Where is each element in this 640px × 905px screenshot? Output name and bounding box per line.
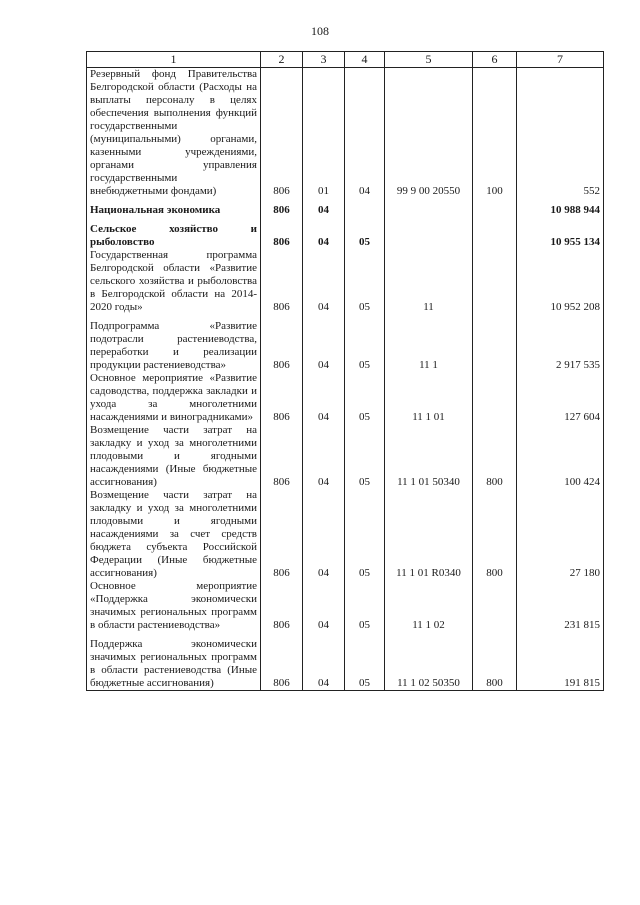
column-header-6: 6 bbox=[473, 52, 517, 68]
row-section-code: 04 bbox=[303, 580, 345, 632]
row-kind-code bbox=[473, 580, 517, 632]
table-row bbox=[87, 372, 604, 424]
table-row bbox=[87, 198, 604, 217]
row-section-code: 04 bbox=[303, 372, 345, 424]
row-target-code bbox=[385, 217, 473, 249]
row-kind-code: 100 bbox=[473, 68, 517, 199]
row-section-code: 04 bbox=[303, 632, 345, 691]
row-section-code: 04 bbox=[303, 424, 345, 489]
row-amount: 231 815 bbox=[517, 580, 604, 632]
row-amount: 100 424 bbox=[517, 424, 604, 489]
column-header-2: 2 bbox=[261, 52, 303, 68]
row-kind-code bbox=[473, 198, 517, 217]
row-section-code: 04 bbox=[303, 489, 345, 580]
row-target-code: 99 9 00 20550 bbox=[385, 68, 473, 199]
table-row bbox=[87, 249, 604, 314]
column-header-3: 3 bbox=[303, 52, 345, 68]
row-subsection-code: 05 bbox=[345, 424, 385, 489]
row-ministry-code: 806 bbox=[261, 68, 303, 199]
row-subsection-code: 05 bbox=[345, 580, 385, 632]
row-name: Сельское хозяйство и рыболовство bbox=[87, 217, 261, 249]
row-target-code: 11 bbox=[385, 249, 473, 314]
table-header-row bbox=[87, 52, 604, 68]
row-kind-code: 800 bbox=[473, 424, 517, 489]
row-name: Возмещение части затрат на закладку и уход за многолетними плодовыми и ягодными насаждениями (Иные бюджетные ассигнования) bbox=[87, 424, 261, 489]
row-target-code bbox=[385, 198, 473, 217]
row-kind-code bbox=[473, 372, 517, 424]
row-name: Подпрограмма «Развитие подотрасли растениеводства, переработки и реализации продукции растениеводства» bbox=[87, 314, 261, 372]
row-subsection-code: 05 bbox=[345, 372, 385, 424]
row-amount: 10 988 944 bbox=[517, 198, 604, 217]
row-section-code: 04 bbox=[303, 249, 345, 314]
row-kind-code: 800 bbox=[473, 632, 517, 691]
row-section-code: 04 bbox=[303, 314, 345, 372]
table-row bbox=[87, 632, 604, 691]
row-amount: 27 180 bbox=[517, 489, 604, 580]
column-header-5: 5 bbox=[385, 52, 473, 68]
table-row bbox=[87, 68, 604, 199]
row-name: Возмещение части затрат на закладку и уход за многолетними плодовыми и ягодными насаждениями за счет средств бюджета субъекта Российской Федерации (Иные бюджетные ассигнования) bbox=[87, 489, 261, 580]
row-target-code: 11 1 01 R0340 bbox=[385, 489, 473, 580]
row-subsection-code: 05 bbox=[345, 489, 385, 580]
row-target-code: 11 1 02 bbox=[385, 580, 473, 632]
row-subsection-code bbox=[345, 198, 385, 217]
table-row bbox=[87, 580, 604, 632]
row-target-code: 11 1 02 50350 bbox=[385, 632, 473, 691]
row-amount: 10 952 208 bbox=[517, 249, 604, 314]
row-ministry-code: 806 bbox=[261, 249, 303, 314]
row-ministry-code: 806 bbox=[261, 632, 303, 691]
row-name: Основное мероприятие «Развитие садоводства, поддержка закладки и ухода за многолетними насаждениями и виноградниками» bbox=[87, 372, 261, 424]
row-amount: 191 815 bbox=[517, 632, 604, 691]
row-amount: 2 917 535 bbox=[517, 314, 604, 372]
row-ministry-code: 806 bbox=[261, 314, 303, 372]
row-name: Поддержка экономически значимых региональных программ в области растениеводства (Иные бюджетные ассигнования) bbox=[87, 632, 261, 691]
row-section-code: 04 bbox=[303, 198, 345, 217]
row-subsection-code: 05 bbox=[345, 249, 385, 314]
row-subsection-code: 05 bbox=[345, 314, 385, 372]
row-name: Резервный фонд Правительства Белгородской области (Расходы на выплаты персоналу в целях обеспечения выполнения функций государственными (муниципальными) органами, казенными учреждениями, органами управления государственными внебюджетными фондами) bbox=[87, 68, 261, 199]
table-row bbox=[87, 424, 604, 489]
budget-table bbox=[86, 51, 604, 691]
row-name: Национальная экономика bbox=[87, 198, 261, 217]
table-row bbox=[87, 314, 604, 372]
row-section-code: 01 bbox=[303, 68, 345, 199]
row-ministry-code: 806 bbox=[261, 198, 303, 217]
row-subsection-code: 05 bbox=[345, 632, 385, 691]
row-name: Основное мероприятие «Поддержка экономически значимых региональных программ в области растениеводства» bbox=[87, 580, 261, 632]
row-amount: 552 bbox=[517, 68, 604, 199]
row-target-code: 11 1 bbox=[385, 314, 473, 372]
row-kind-code: 800 bbox=[473, 489, 517, 580]
row-amount: 127 604 bbox=[517, 372, 604, 424]
row-amount: 10 955 134 bbox=[517, 217, 604, 249]
row-ministry-code: 806 bbox=[261, 372, 303, 424]
row-target-code: 11 1 01 50340 bbox=[385, 424, 473, 489]
column-header-1: 1 bbox=[87, 52, 261, 68]
row-section-code: 04 bbox=[303, 217, 345, 249]
row-name: Государственная программа Белгородской области «Развитие сельского хозяйства и рыболовства в Белгородской области на 2014-2020 годы» bbox=[87, 249, 261, 314]
row-ministry-code: 806 bbox=[261, 580, 303, 632]
table-row bbox=[87, 217, 604, 249]
row-kind-code bbox=[473, 249, 517, 314]
row-ministry-code: 806 bbox=[261, 217, 303, 249]
row-subsection-code: 05 bbox=[345, 217, 385, 249]
row-ministry-code: 806 bbox=[261, 489, 303, 580]
row-ministry-code: 806 bbox=[261, 424, 303, 489]
column-header-4: 4 bbox=[345, 52, 385, 68]
row-subsection-code: 04 bbox=[345, 68, 385, 199]
row-kind-code bbox=[473, 217, 517, 249]
row-kind-code bbox=[473, 314, 517, 372]
column-header-7: 7 bbox=[517, 52, 604, 68]
page-number: 108 bbox=[311, 24, 329, 38]
row-target-code: 11 1 01 bbox=[385, 372, 473, 424]
table-row bbox=[87, 489, 604, 580]
